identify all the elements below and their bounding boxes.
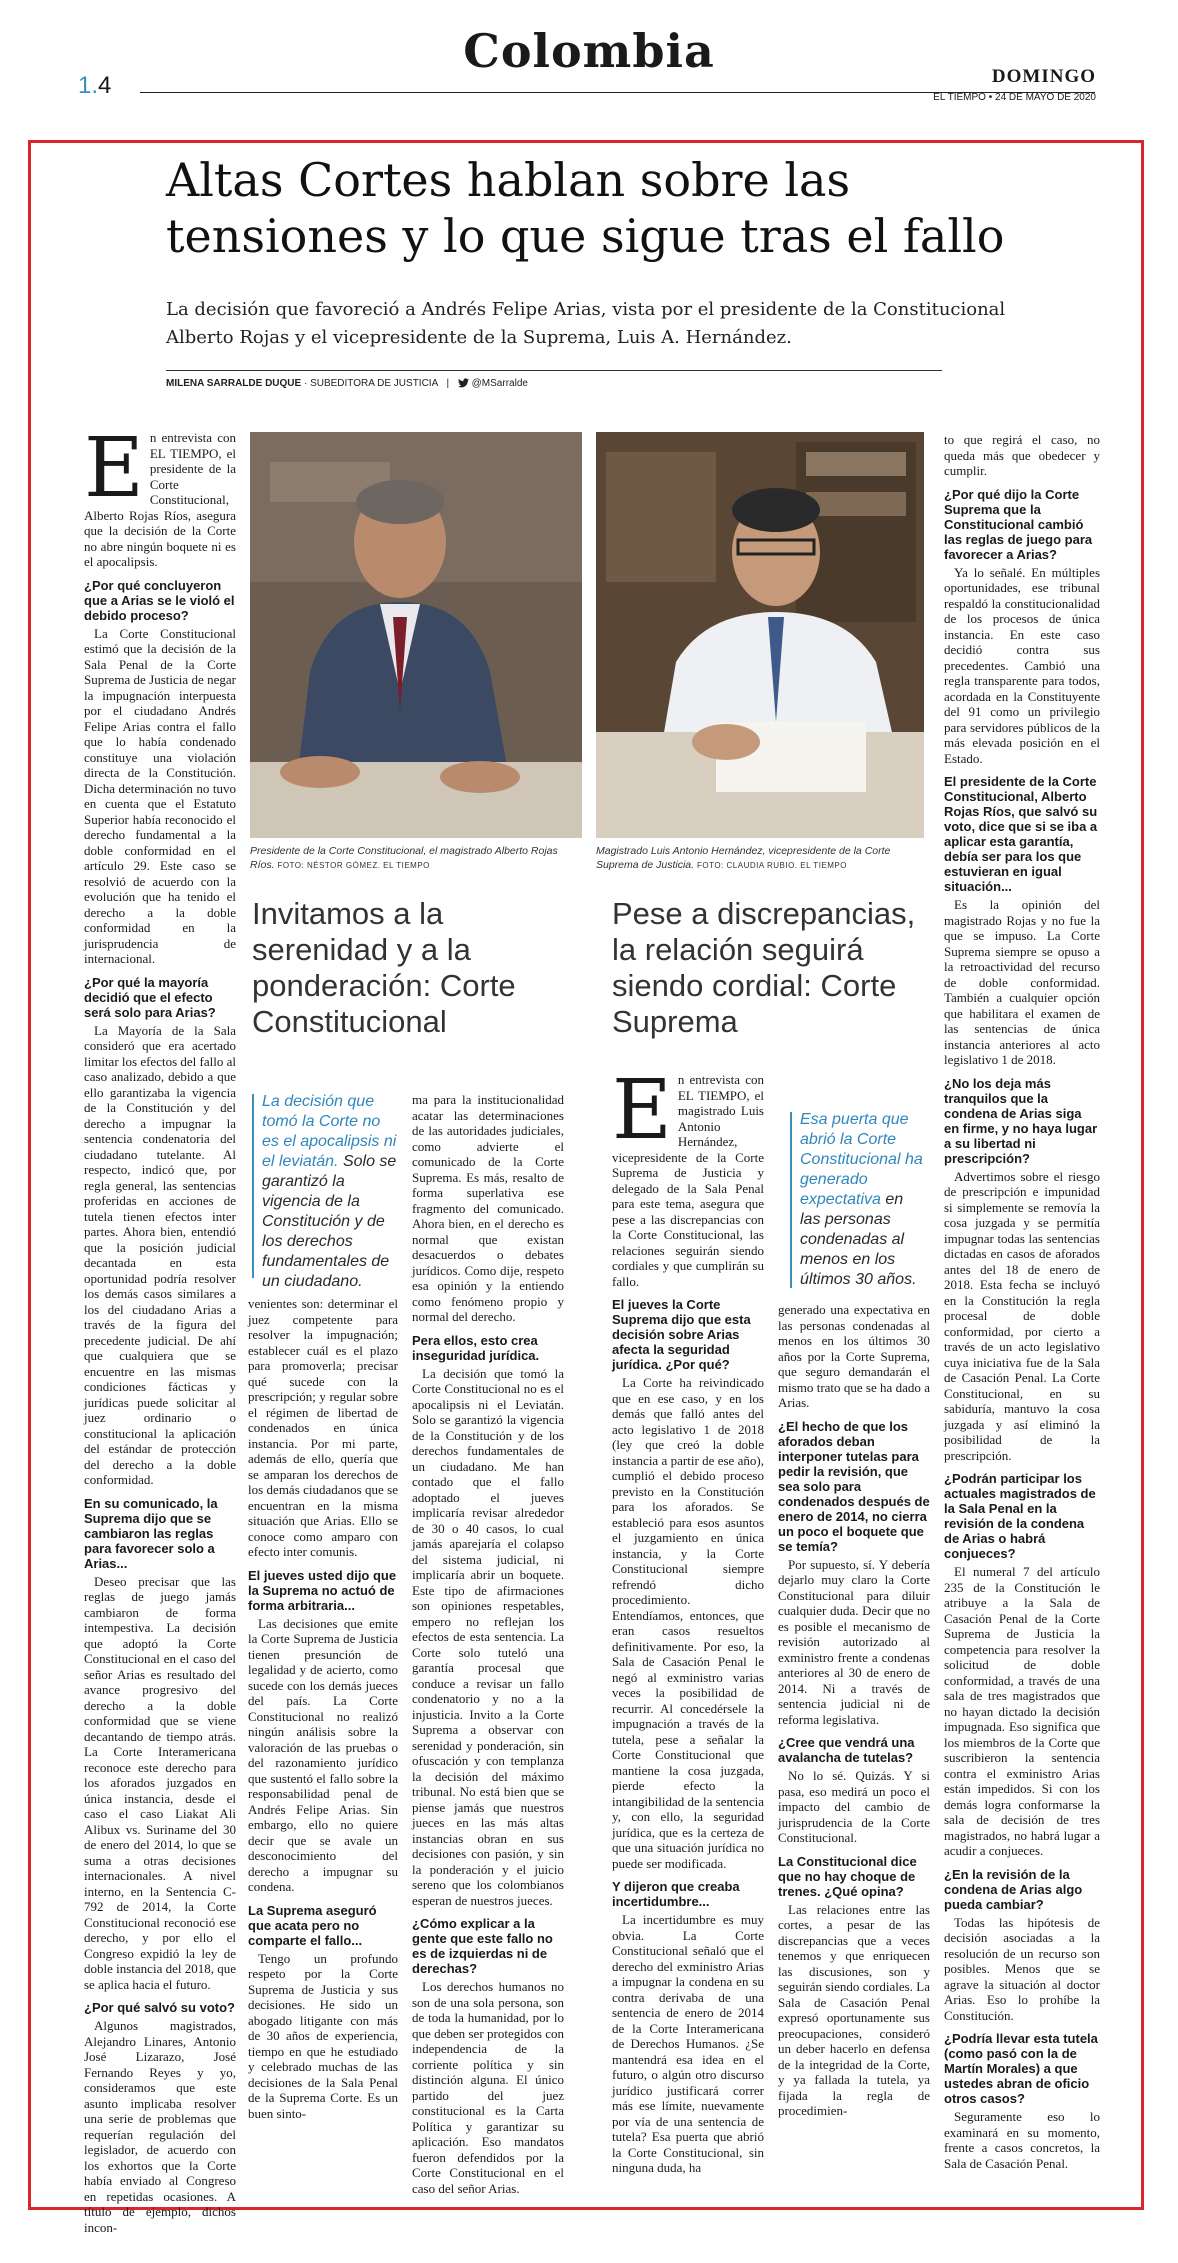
photo-credit-left: FOTO: NÉSTOR GÓMEZ. EL TIEMPO [277, 861, 430, 870]
photo-alberto-rojas [250, 432, 582, 838]
answer: No lo sé. Quizás. Y si pasa, eso medirá un poco el impacto del cambio de jurisprudencia de la Corte Constitucional. [778, 1768, 930, 1845]
answer: Por supuesto, sí. Y debería dejarlo muy claro la Corte Constitucional para diluir cualquier duda. Decir que no es posible el mecanismo de revisión autorizado al exministro frente a condenas anteriores al 30 de enero de 2014. Ni a través de sentencia judicial ni de reforma legislativa. [778, 1556, 930, 1727]
headline: Altas Cortes hablan sobre las tensiones y lo que sigue tras el fallo [166, 153, 1005, 263]
twitter-handle: @MSarralde [471, 378, 528, 389]
answer: Ya lo señalé. En múltiples oportunidades, ese tribunal respaldó la constitucionalidad de los procesos de única instancia. En este caso decidió contra sus precedentes. Cambió una regla transparente para todos, acordada en la Constituyente del 91 como un privilegio para servidores públicos de la más elevada posición en el Estado. [944, 564, 1100, 766]
answer: generado una expectativa en las personas condenadas al menos en los últimos 30 años por la Corte Suprema, que seguro demandarán el mismo trato que se ha dado a Arias. [778, 1302, 930, 1410]
answer: La Corte ha reivindicado que en ese caso, y en los demás que falló antes del acto legislativo 1 de 2018 (ley que creó la doble instancia a partir de ese año), cumplió el debido proceso previsto en la Constitución para los aforados. Se estableció para esos asuntos el juzgamiento en única instancia, y la Corte Constitucional siempre refrendó dicho procedimiento. Entendíamos, entonces, que eran casos resueltos definitivamente. Por eso, la Sala de Casación Penal le negó al exministro varias veces la posibilidad de recurrir. Al concedérsele la impugnación a través de la tutela, pese a señalar la Corte Constitucional que mantiene la cosa juzgada, pierde efecto la intangibilidad de la sentencia y, con ello, la seguridad jurídica, que es la certeza de que una situación jurídica no puede ser modificada. [612, 1375, 764, 1871]
question: ¿No los deja más tranquilos que la condena de Arias siga en firme, y no haya lugar a su libertad ni prescripción? [944, 1075, 1098, 1166]
column-3 [412, 1092, 564, 2198]
answer: El numeral 7 del artículo 235 de la Constitución le atribuye a la Sala de Casación Penal de la Corte Suprema de Justicia la competencia para resolver la solicitud de doble conformidad, a través de una sala de tres magistrados que no hayan dictado la decisión impugnada. Eso significa que los miembros de la Corte que suscribieron la sentencia contra el exministro Arias están impedidos. Si con los demás logra conformarse la sala de decisión de tres magistrados, no habrá lugar a acudir a conjueces. [944, 1564, 1100, 1858]
question: ¿Por qué concluyeron que a Arias se le violó el debido proceso? [84, 577, 235, 623]
question: ¿Por qué dijo la Corte Suprema que la Constitucional cambió las reglas de juego para favorecer a Arias? [944, 486, 1093, 562]
issue-day: DOMINGO [991, 66, 1096, 87]
pull-quote-constitucional: La decisión que tomó la Corte no es el apocalipsis ni el leviatán. Solo se garantizó la vigencia de la Constitución y de los derechos fundamentales de un ciudadano. [262, 1093, 397, 1290]
subhead-suprema: Pese a discrepancias, la relación seguirá siendo cordial: Corte Suprema [612, 896, 916, 1039]
question: En su comunicado, la Suprema dijo que se cambiaron las reglas para favorecer solo a Arias... [84, 1495, 218, 1571]
question: ¿Cómo explicar a la gente que este fallo no es de izquierdas ni de derechas? [412, 1916, 553, 1976]
intro-suprema: n entrevista con EL TIEMPO, el magistrado Luis Antonio Hernández, vicepresidente de la Corte Suprema de Justicia y delegado de la Sala Penal para este tema, asegura que pese a las discrepancias con la Corte Constitucional, las relaciones seguirán siendo cordiales y que cumplirán su fallo. [612, 1072, 764, 1289]
dropcap-constitucional: E [84, 421, 144, 516]
deck: La decisión que favoreció a Andrés Felipe Arias, vista por el presidente de la Constitucional Alberto Rojas y el vicepresidente de la Suprema, Luis A. Hernández. [166, 299, 1006, 348]
question: ¿El hecho de que los aforados deban interponer tutelas para pedir la revisión, que sea solo para condenados después de enero de 2014, no cierra un poco el boquete que se temía? [778, 1418, 930, 1554]
answer: Algunos magistrados, Alejandro Linares, Antonio José Lizarazo, José Fernando Reyes y yo, consideramos que este asunto implicaba resolver una serie de problemas que requerían regulación del legislador, de acuerdo con los exhortos que la Corte había enviado al Congreso en repetidas ocasiones. A título de ejemplo, dichos incon- [84, 2018, 236, 2235]
answer: Es la opinión del magistrado Rojas y no fue la que se impuso. La Corte Suprema siempre se opuso a la retroactividad del recurso de doble conformidad. También a cualquier opción que habilitara el examen de las sentencias de única instancia anteriores al acto legislativo 1 de 2018. [944, 897, 1100, 1067]
column-6 [944, 432, 1100, 2173]
column-4 [612, 1063, 764, 2178]
dropcap-suprema: E [612, 1063, 672, 1158]
question: El jueves la Corte Suprema dijo que esta decisión sobre Arias afecta la seguridad jurídica. ¿Por qué? [612, 1297, 751, 1372]
intro-constitucional: n entrevista con EL TIEMPO, el presidente de la Corte Constitucional, Alberto Rojas Ríos, asegura que la decisión de la Corte no abre ningún boquete ni es el apocalipsis. [84, 430, 236, 569]
column-5 [778, 1302, 930, 2121]
question: ¿En la revisión de la condena de Arias algo pueda cambiar? [944, 1866, 1083, 1912]
quote-bar-constitucional [252, 1094, 254, 1278]
answer: La decisión que tomó la Corte Constitucional no es el apocalipsis ni el Leviatán. Solo se garantizó la vigencia de la Constitución y de los derechos fundamentales de un ciudadano. Me han contado que el fallo adoptado el jueves implicaría revisar alrededor de 30 o 40 casos, lo cual jamás aparejaría el colapso del sistema judicial, ni implicaría abrir un boquete. Este tipo de afirmaciones son opiniones respetables, empero no reflejan los efectos de esta sentencia. La Corte solo tuteló una garantía procesal que conduce a revisar un fallo condenatorio y no a la injusticia. Invito a la Corte Suprema a observar con serenidad y ponderación, sin ofuscación y con templanza la decisión del máximo tribunal. No está bien que se piense jamás que nuestros jueces en las más altas instancias obran en sus decisiones con pasión, y sin la ponderación y el juicio sereno que los colombianos esperan de nuestros jueces. [412, 1365, 564, 1908]
question: Pera ellos, esto crea inseguridad jurídica. [412, 1332, 540, 1363]
question: ¿Por qué salvó su voto? [84, 2000, 235, 2015]
photo-luis-hernandez [596, 432, 924, 838]
page-number: 1.4 [78, 72, 112, 99]
question: ¿Por qué la mayoría decidió que el efecto será solo para Arias? [84, 974, 216, 1020]
section-title: Colombia [463, 24, 715, 78]
byline: MILENA SARRALDE DUQUE · SUBEDITORA DE JUSTICIA | @MSarralde [166, 378, 528, 389]
question: ¿Podrán participar los actuales magistrados de la Sala Penal en la revisión de la condena de Arias o habrá conjueces? [944, 1471, 1096, 1561]
question: Y dijeron que creaba incertidumbre... [612, 1879, 740, 1909]
quote-bar-suprema [790, 1112, 792, 1288]
answer: Seguramente eso lo examinará en su momento, frente a casos concretos, la Sala de Casación Penal. [944, 2109, 1100, 2171]
photo-credit-right: FOTO: CLAUDIA RUBIO. EL TIEMPO [696, 861, 847, 870]
twitter-icon [458, 378, 469, 391]
answer: La Mayoría de la Sala consideró que era acertado limitar los efectos del fallo al caso analizado, debido a que ello garantizaba la vigencia de la Constitución y del derecho a impugnar la sentencia condenatoria del ciudadano tutelante. Al respecto, indicó que, por regla general, las sentencias proferidas en acciones de tutela tienen efectos inter partes. Ahora bien, entendió que la posición judicial decantada en esta oportunidad podría resolver los demás casos similares a los del ciudadano Arias a través de la figura del precedente judicial. De ahí que cualquiera que se encuentre en las mismas condiciones fácticas y jurídicas puede solicitar al juez ordinario o constitucional la aplicación del estándar de protección del derecho a la doble conformidad. [84, 1022, 236, 1487]
answer: Advertimos sobre el riesgo de prescripción e impunidad si simplemente se removía la cosa juzgada y se permitía impugnar todas las sentencias dictadas en casos de aforados antes del 18 de enero de 2018. Esta fecha se incluyó en la Constitución la regla procesal de doble conformidad, por cierto a través de un acto legislativo cuya iniciativa fue de la Sala de Casación Penal. La Corte Constitucional, en su sabiduría, mantuvo la cosa juzgada y así eliminó la posibilidad de la prescripción. [944, 1168, 1100, 1463]
question: ¿Cree que vendrá una avalancha de tutelas? [778, 1735, 915, 1765]
answer: ma para la institucionalidad acatar las determinaciones de las autoridades judiciales, como advierte el comunicado de la Corte Suprema. Es más, resalto de forma superlativa ese fragmento del comunicado. Ahora bien, en el derecho es normal que existan desacuerdos o debates jurídicos. Como dije, respeto esa opinión y la entiendo como fenómeno propio y normal del derecho. [412, 1092, 564, 1324]
answer: to que regirá el caso, no queda más que obedecer y cumplir. [944, 432, 1100, 478]
question: La Suprema aseguró que acata pero no comparte el fallo... [248, 1902, 377, 1948]
caption-right: Magistrado Luis Antonio Hernández, vicepresidente de la Corte Suprema de Justicia. FOTO: CLAUDIA RUBIO. EL TIEMPO [596, 845, 891, 871]
question: ¿Podría llevar esta tutela (como pasó con la de Martín Morales) a que ustedes abran de oficio otros casos? [944, 2031, 1098, 2106]
question: El presidente de la Corte Constitucional, Alberto Rojas Ríos, que salvó su voto, dice que si se iba a aplicar esta garantía, debía ser para los que estuvieran en igual situación... [944, 774, 1098, 894]
pull-quote-suprema: Esa puerta que abrió la Corte Constitucional ha generado expectativa en las personas condenadas al menos en los últimos 30 años. [800, 1111, 923, 1288]
answer: Los derechos humanos no son de una sola persona, son de toda la humanidad, por lo que deben ser protegidos con independencia de la corriente política y sin distinción alguna. El único partido del juez constitucional es la Carta Política y garantizar su aplicación. Eso mandatos fueron defendidos por la Corte Constitucional en el caso del señor Arias. [412, 1979, 564, 2196]
subhead-constitucional: Invitamos a la serenidad y a la ponderación: Corte Constitucional [252, 896, 516, 1039]
answer: La incertidumbre es muy obvia. La Corte Constitucional señaló que el derecho del exministro Arias a impugnar la condena en su contra derivaba de una sentencia de enero de 2014 de la Corte Interamericana de Derechos Humanos. ¿Se mantendrá esa idea en el futuro, o algún otro discurso jurídico justificará correr más ese límite, nuevamente por vía de una sentencia de tutela? Esa puerta que abrió la Corte Constitucional, sin ninguna duda, ha [612, 1912, 764, 2175]
byline-rule [166, 370, 942, 371]
byline-name: MILENA SARRALDE DUQUE [166, 378, 302, 389]
answer: Tengo un profundo respeto por la Corte Suprema de Justicia y sus decisiones. He sido un abogado litigante con más de 30 años de experiencia, tiempo en que he estudiado y celebrado muchas de las decisiones de la Sala Penal de la Suprema Corte. Es un buen sinto- [248, 1950, 398, 2121]
answer: Deseo precisar que las reglas de juego jamás cambiaron de forma intempestiva. La decisión que adoptó la Corte Constitucional en el caso del señor Arias es resultado del avance progresivo del derecho a la doble conformidad que se viene decantando de tiempo atrás. La Corte Interamericana reconoce este derecho para los aforados juzgados en única instancia, desde el caso el caso Liakat Ali Alibux vs. Suriname del 30 de enero del 2014, lo que se suma a otras decisiones internacionales. A nivel interno, en la Sentencia C-792 de 2014, la Corte Constitucional reconoció ese derecho, y por ello el Congreso expidió la ley de doble instancia del 2018, que se aplica hacia el futuro. [84, 1573, 236, 1992]
issue-date: EL TIEMPO • 24 DE MAYO DE 2020 [933, 92, 1096, 103]
question: El jueves usted dijo que la Suprema no actuó de forma arbitraria... [248, 1567, 397, 1613]
answer: Todas las hipótesis de decisión asociadas a la resolución de un recurso son posibles. Menos que se agrave la situación al doctor Arias. Eso lo prohíbe la Constitución. [944, 1914, 1100, 2023]
answer: venientes son: determinar el juez competente para resolver la impugnación; establecer cuál es el plazo para promoverla; precisar qué sucede con la prescripción; y regular sobre el régimen de libertad de condenados en única instancia. Por mi parte, además de ello, quería que se amparan los derechos de los demás ciudadanos que se encuentran en la misma situación que Arias. Ello se conoce como amparo con efecto inter comunis. [248, 1296, 398, 1559]
answer: Las relaciones entre las cortes, a pesar de las discrepancias que a veces tenemos y que enriquecen las discusiones, son y seguirán siendo cordiales. La Sala de Casación Penal expresó oportunamente sus preocupaciones, consideró un deber hacerlo en defensa de la integridad de la Corte, y ya fallada la tutela, ya fijada la regla de procedimien- [778, 1901, 930, 2118]
answer: Las decisiones que emite la Corte Suprema de Justicia tienen presunción de legalidad y de acierto, como sucede con los demás jueces del país. La Corte Constitucional no realizó ningún análisis sobre la valoración de las pruebas o del razonamiento jurídico que sustentó el fallo sobre la responsabilidad penal de Andrés Felipe Arias. Sin embargo, ello no quiere decir que se avale un desconocimiento del derecho a impugnar su condena. [248, 1615, 398, 1894]
column-2 [248, 1296, 398, 2123]
caption-left: Presidente de la Corte Constitucional, el magistrado Alberto Rojas Ríos. FOTO: NÉSTOR GÓMEZ. EL TIEMPO [250, 845, 558, 871]
byline-role: · SUBEDITORA DE JUSTICIA [303, 378, 438, 389]
column-1 [84, 421, 236, 2237]
question: La Constitucional dice que no hay choque de trenes. ¿Qué opina? [778, 1853, 917, 1899]
answer: La Corte Constitucional estimó que la decisión de la Sala Penal de la Corte Suprema de Justicia de negar la impugnación interpuesta por el ciudadano Andrés Felipe Arias contra el fallo que lo había condenado constituye una violación directa de la Constitución. Dicha determinación no tuvo en cuenta que el Estatuto Superior había reconocido el derecho fundamental a la doble conformidad en el artículo 29. Este caso se resolvió de acuerdo con la evolución que ha tenido el derecho a la doble conformidad en la jurisprudencia de internacional. [84, 625, 236, 966]
